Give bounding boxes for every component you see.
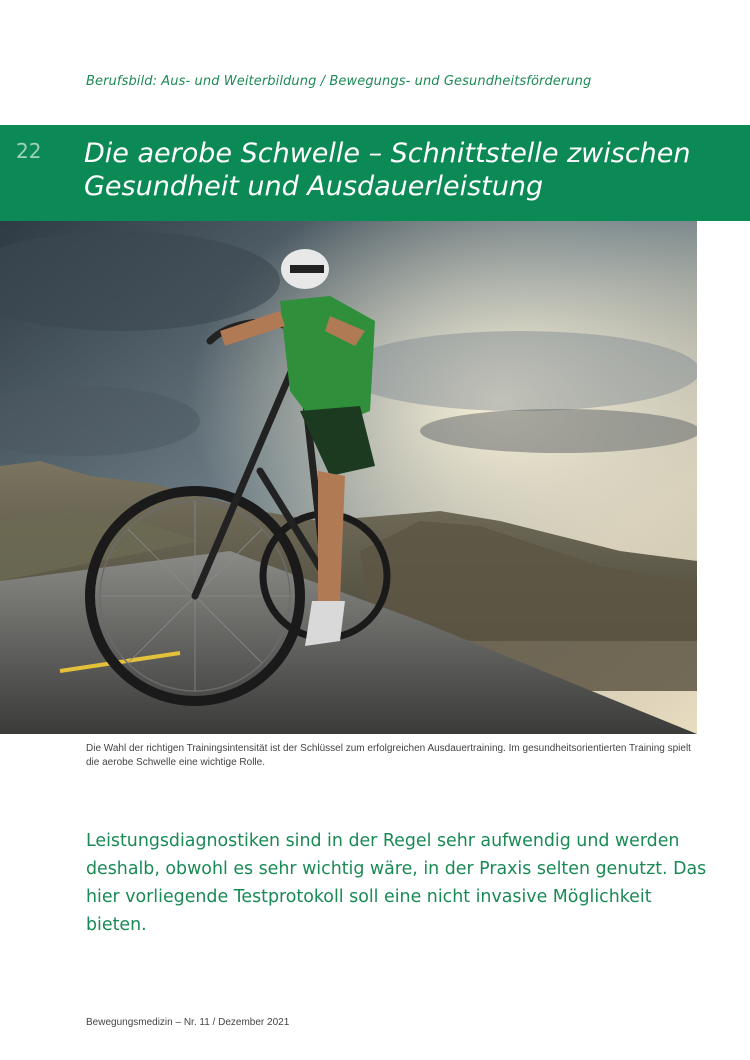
lead-paragraph: Leistungsdiagnostiken sind in der Regel sehr aufwendig und werden deshalb, obwohl es sehr wichtig wäre, in der Praxis selten genutzt. Das hier vorliegende Testprotokoll soll eine nicht invasive Möglichkeit bieten. bbox=[86, 831, 707, 935]
title-band bbox=[0, 125, 750, 221]
running-head: Berufsbild: Aus- und Weiterbildung / Bewegungs- und Gesundheitsförderung bbox=[86, 74, 592, 89]
page-number: 22 bbox=[16, 139, 42, 163]
image-caption: Die Wahl der richtigen Trainingsintensität ist der Schlüssel zum erfolgreichen Ausdauertraining. Im gesundheitsorientierten Training spielt die aerobe Schwelle eine wichtige Rolle. bbox=[86, 743, 691, 768]
article-title: Die aerobe Schwelle – Schnittstelle zwischen Gesundheit und Ausdauerleistung bbox=[84, 138, 691, 202]
cyclist-photo bbox=[0, 221, 697, 734]
page-footer: Bewegungsmedizin – Nr. 11 / Dezember 2021 bbox=[86, 1017, 290, 1028]
